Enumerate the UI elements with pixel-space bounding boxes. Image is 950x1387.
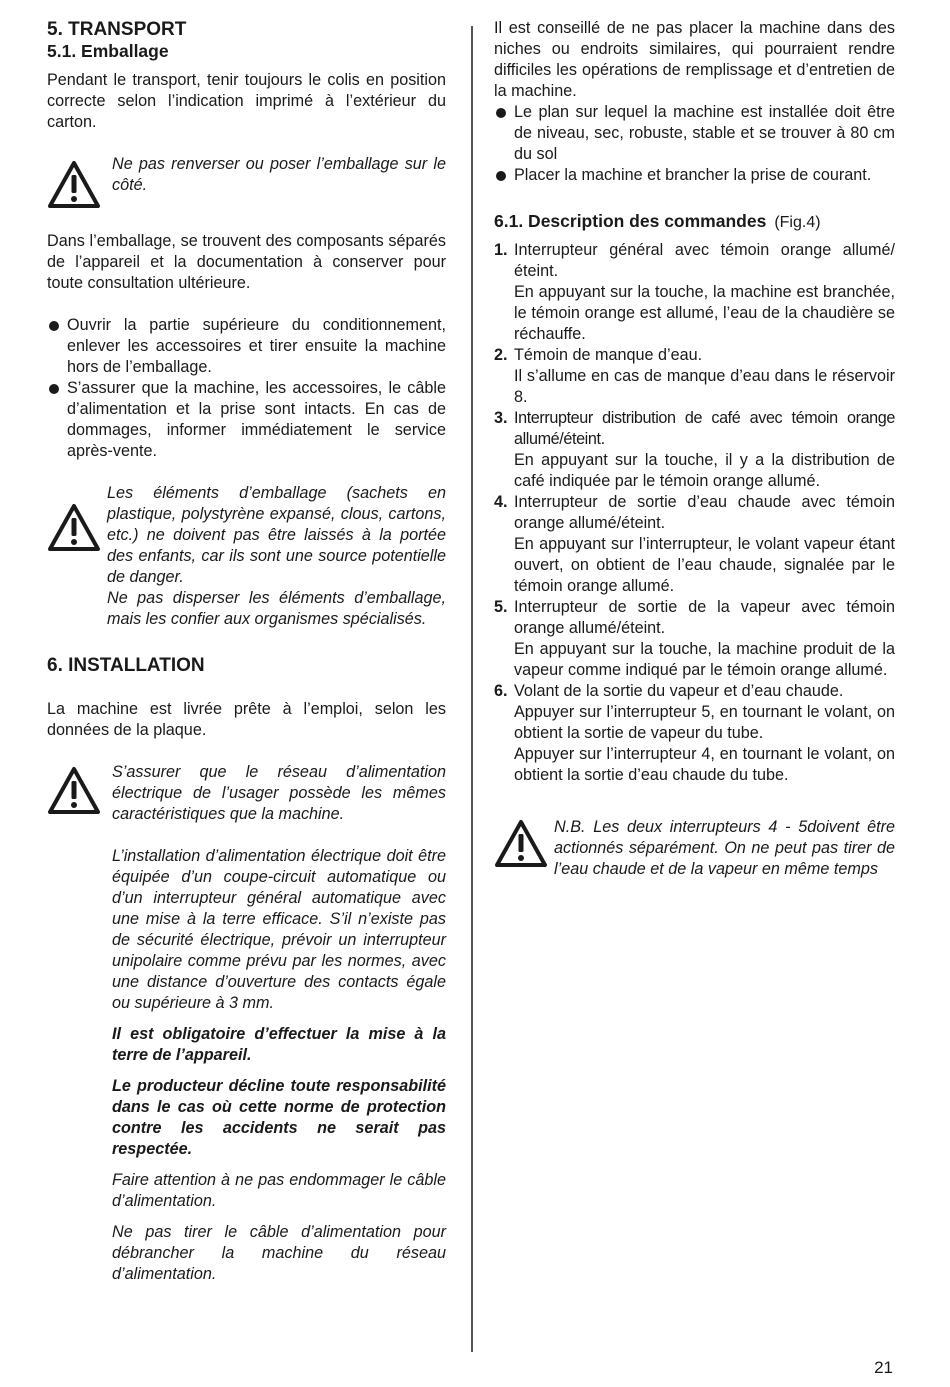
list-item bbox=[494, 345, 895, 408]
right-column bbox=[494, 18, 895, 880]
section-6-title: 6. INSTALLATION bbox=[47, 655, 205, 676]
list-item bbox=[494, 492, 895, 597]
warning-text-line: Les éléments d’emballage (sachets en plastique, polystyrène expansé, clous, cartons, etc.) ne doivent pas être laissés à la portée des enfants, car ils sont une source potentielle de danger. bbox=[107, 484, 446, 586]
list-item-number: 5. bbox=[494, 598, 508, 616]
list-item-text: Interrupteur distribution de café avec témoin orange allumé/éteint. bbox=[514, 409, 895, 448]
warning-triangle-icon bbox=[47, 766, 101, 816]
list-item-text: Il s’allume en cas de manque d’eau dans le réservoir 8. bbox=[514, 367, 895, 406]
warning-text-line: S’assurer que le réseau d’alimentation électrique de l’usager possède les mêmes caractéristiques que la machine. bbox=[112, 763, 446, 823]
list-item-number: 4. bbox=[494, 493, 508, 511]
figure-reference: (Fig.4) bbox=[774, 214, 821, 231]
list-item-text: Interrupteur de sortie d’eau chaude avec témoin orange allumé/éteint. bbox=[514, 493, 895, 532]
list-item-text: Appuyer sur l’interrupteur 4, en tournant le volant, on obtient la sortie d’eau chaude du tube. bbox=[514, 745, 895, 784]
warning-text-line: Ne pas disperser les éléments d’emballage, mais les confier aux organismes spécialisés. bbox=[107, 589, 446, 628]
list-item-text: En appuyant sur la touche, il y a la distribution de café indiquée par le témoin orange allumé. bbox=[514, 451, 895, 490]
section-5-1-title: 5.1. Emballage bbox=[47, 41, 169, 61]
warning-text bbox=[112, 154, 446, 196]
left-column bbox=[47, 18, 446, 1285]
list-item bbox=[494, 681, 895, 786]
warning-nb bbox=[494, 817, 895, 880]
section-6-1-title-text: 6.1. Description des commandes bbox=[494, 211, 767, 231]
list-item-text: Appuyer sur l’interrupteur 5, en tournant le volant, on obtient la sortie de vapeur du tube. bbox=[514, 703, 895, 742]
warning-text bbox=[107, 483, 446, 630]
section-5-title: 5. TRANSPORT bbox=[47, 19, 187, 40]
list-item: Ouvrir la partie supérieure du conditionnement, enlever les accessoires et tirer ensuite la machine hors de l’emballage. bbox=[47, 315, 446, 378]
warning-text-line: Il est obligatoire d’effectuer la mise à la terre de l’appareil. bbox=[112, 1025, 446, 1064]
list-item-text: Volant de la sortie du vapeur et d’eau chaude. bbox=[514, 682, 844, 700]
list-item bbox=[494, 408, 895, 492]
warning-text-line: L’installation d’alimentation électrique doit être équipée d’un coupe-circuit automatique ou d’un interrupteur général automatique avec une mise à la terre efficace. S’il n’existe pas de sécurité électrique, prévoir un interrupteur unipolaire comme prévu par les normes, avec une distance d’ouverture des contacts égale ou supérieure à 3 mm. bbox=[112, 847, 446, 1012]
list-item-text: Interrupteur de sortie de la vapeur avec témoin orange allumé/éteint. bbox=[514, 598, 895, 637]
list-item bbox=[494, 240, 895, 345]
placement-list bbox=[494, 102, 895, 186]
warning-text bbox=[112, 762, 446, 1285]
list-item-text: En appuyant sur la touche, la machine produit de la vapeur comme indiqué par le témoin orange allumé. bbox=[514, 640, 895, 679]
warning-triangle-icon bbox=[47, 503, 101, 553]
warning-text-line: N.B. Les deux interrupteurs 4 - 5doivent être actionnés séparément. On ne peut pas tirer de l’eau chaude et de la vapeur en même temps bbox=[554, 818, 895, 878]
warning-packaging-orientation bbox=[47, 154, 446, 210]
warning-text-line: Ne pas renverser ou poser l’emballage sur le côté. bbox=[112, 155, 446, 194]
list-item: Le plan sur lequel la machine est installée doit être de niveau, sec, robuste, stable et se trouver à 80 cm du sol bbox=[494, 102, 895, 165]
warning-packaging-elements bbox=[47, 483, 446, 630]
warning-triangle-icon bbox=[47, 160, 101, 210]
list-item bbox=[494, 597, 895, 681]
list-item: S’assurer que la machine, les accessoires, le câble d’alimentation et la prise sont intacts. En cas de dommages, informer immédiatement le service après-vente. bbox=[47, 378, 446, 462]
section-6-1-title bbox=[494, 210, 895, 234]
warning-electrical bbox=[47, 762, 446, 1285]
list-item-text: En appuyant sur la touche, la machine est branchée, le témoin orange est allumé, l’eau de la chaudière se réchauffe. bbox=[514, 283, 895, 343]
warning-text-line: Faire attention à ne pas endommager le câble d’alimentation. bbox=[112, 1171, 446, 1210]
list-item-number: 3. bbox=[494, 409, 508, 427]
warning-text-line: Ne pas tirer le câble d’alimentation pour débrancher la machine du réseau d’alimentation. bbox=[112, 1223, 446, 1283]
warning-text bbox=[554, 817, 895, 880]
column-divider bbox=[471, 26, 473, 1352]
list-item-text: Témoin de manque d’eau. bbox=[514, 346, 703, 364]
list-item-text: En appuyant sur l’interrupteur, le volant vapeur étant ouvert, on obtient de l’eau chaude, signalée par le témoin orange allumé. bbox=[514, 535, 895, 595]
installation-paragraph: La machine est livrée prête à l’emploi, selon les données de la plaque. bbox=[47, 700, 446, 739]
unpacking-list bbox=[47, 315, 446, 462]
list-item-number: 1. bbox=[494, 241, 508, 259]
warning-triangle-icon bbox=[494, 819, 548, 869]
warning-text-line: Le producteur décline toute responsabilité dans le cas où cette norme de protection contre les accidents ne serait pas respectée. bbox=[112, 1077, 446, 1158]
commands-list bbox=[494, 240, 895, 786]
list-item-number: 2. bbox=[494, 346, 508, 364]
transport-paragraph: Pendant le transport, tenir toujours le colis en position correcte selon l’indication imprimé à l’extérieur du carton. bbox=[47, 71, 446, 131]
placement-paragraph: Il est conseillé de ne pas placer la machine dans des niches ou endroits similaires, qui pourraient rendre difficiles les opérations de remplissage et d’entretien de la machine. bbox=[494, 19, 895, 100]
list-item: Placer la machine et brancher la prise de courant. bbox=[494, 165, 895, 186]
page-number: 21 bbox=[874, 1358, 893, 1377]
packaging-contents-paragraph: Dans l’emballage, se trouvent des composants séparés de l’appareil et la documentation à conserver pour toute consultation ultérieure. bbox=[47, 232, 446, 292]
list-item-text: Interrupteur général avec témoin orange allumé/éteint. bbox=[514, 241, 895, 280]
list-item-number: 6. bbox=[494, 682, 508, 700]
